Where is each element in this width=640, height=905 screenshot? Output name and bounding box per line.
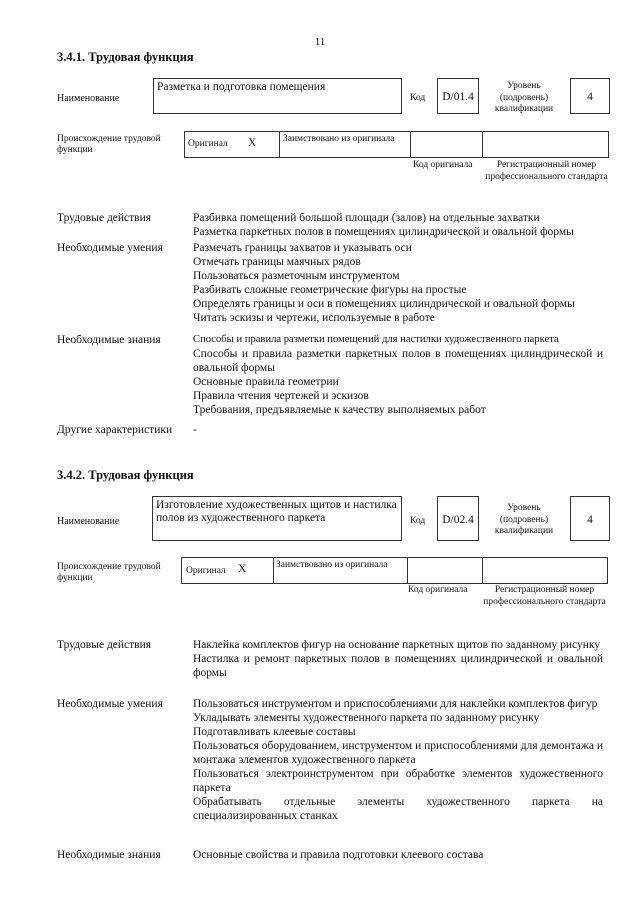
list-item: Разбивать сложные геометрические фигуры на простые [193, 284, 467, 296]
registration-number-caption: Регистрационный номер профессионального стандарта [483, 585, 606, 607]
skills-label: Необходимые умения [57, 242, 163, 254]
code-label: Код [410, 93, 426, 103]
list-item: Разметка паркетных полов в помещениях цилиндрической и овальной формы [193, 226, 574, 238]
name-value: Изготовление художественных щитов и настилка полов из художественного паркета [152, 496, 402, 541]
page-number: 11 [314, 36, 326, 48]
name-label: Наименование [57, 516, 120, 527]
code-value: D/02.4 [437, 496, 479, 541]
list-item: Читать эскизы и чертежи, используемые в работе [193, 312, 435, 324]
other-label: Другие характеристики [57, 424, 173, 436]
list-item: Укладывать элементы художественного паркета по заданному рисунку [193, 712, 540, 724]
actions-label: Трудовые действия [57, 212, 152, 224]
original-mark: X [248, 137, 257, 149]
level-value: 4 [570, 496, 610, 541]
registration-number-caption: Регистрационный номер профессионального стандарта [485, 160, 608, 182]
list-item: Подготавливать клеевые составы [193, 726, 356, 738]
code-original-caption: Код оригинала [413, 160, 473, 170]
list-item: Основные свойства и правила подготовки клеевого состава [193, 849, 484, 861]
code-original-caption: Код оригинала [408, 585, 468, 595]
list-item: Основные правила геометрии [193, 376, 339, 388]
name-label: Наименование [57, 93, 120, 104]
code-value: D/01.4 [437, 78, 479, 114]
original-mark: X [238, 563, 247, 575]
original-label: Оригинал [186, 566, 226, 576]
level-label: Уровень (подровень) квалификации [494, 503, 554, 536]
list-item: Разбивка помещений большой площади (залов) на отдельные захватки [193, 212, 540, 224]
list-item: Пользоваться оборудованием, инструментом и приспособлениями для демонтажа и монтажа элементов художественного паркета [193, 740, 603, 766]
list-item: Способы и правила разметки паркетных полов в помещениях цилиндрической и овальной формы [193, 348, 603, 374]
list-item: Способы и правила разметки помещений для настилки художественного паркета [193, 334, 559, 345]
list-item: Пользоваться электроинструментом при обработке элементов художественного паркета [193, 768, 603, 794]
list-item: Отмечать границы маячных рядов [193, 256, 361, 268]
actions-list [193, 638, 603, 680]
skills-list [193, 241, 603, 325]
origin-label: Происхождение трудовой функции [57, 134, 161, 155]
borrowed-label: Заимствовано из оригинала [276, 560, 388, 570]
other-value: - [193, 424, 197, 436]
list-item: Требования, предъявляемые к качеству выполняемых работ [193, 404, 486, 416]
actions-label: Трудовые действия [57, 639, 152, 651]
list-item: Правила чтения чертежей и эскизов [193, 390, 369, 402]
level-label: Уровень (подровень) квалификации [494, 81, 554, 114]
code-label: Код [410, 516, 426, 526]
list-item: Пользоваться инструментом и приспособлениями для наклейки комплектов фигур [193, 698, 598, 710]
knowledge-label: Необходимые знания [57, 334, 161, 346]
original-label: Оригинал [188, 139, 228, 149]
list-item: Определять границы и оси в помещениях цилиндрической и овальной формы [193, 298, 575, 310]
list-item: Наклейка комплектов фигур на основание паркетных щитов по заданному рисунку [193, 639, 601, 651]
section-heading-3-4-1: 3.4.1. Трудовая функция [57, 50, 194, 64]
actions-list [193, 211, 603, 239]
borrowed-label: Заимствовано из оригинала [283, 134, 395, 144]
level-value: 4 [570, 78, 610, 114]
skills-label: Необходимые умения [57, 698, 163, 710]
knowledge-list [193, 848, 603, 862]
name-value: Разметка и подготовка помещения [153, 78, 402, 114]
section-heading-3-4-2: 3.4.2. Трудовая функция [57, 468, 194, 482]
list-item: Настилка и ремонт паркетных полов в помещениях цилиндрической и овальной формы [193, 653, 603, 679]
list-item: Размечать границы захватов и указывать оси [193, 242, 412, 254]
knowledge-list [193, 333, 603, 417]
list-item: Пользоваться разметочным инструментом [193, 270, 400, 282]
skills-list [193, 697, 603, 823]
origin-label: Происхождение трудовой функции [57, 562, 161, 583]
knowledge-label: Необходимые знания [57, 849, 161, 861]
list-item: Обрабатывать отдельные элементы художественного паркета на специализированных станках [193, 796, 603, 822]
